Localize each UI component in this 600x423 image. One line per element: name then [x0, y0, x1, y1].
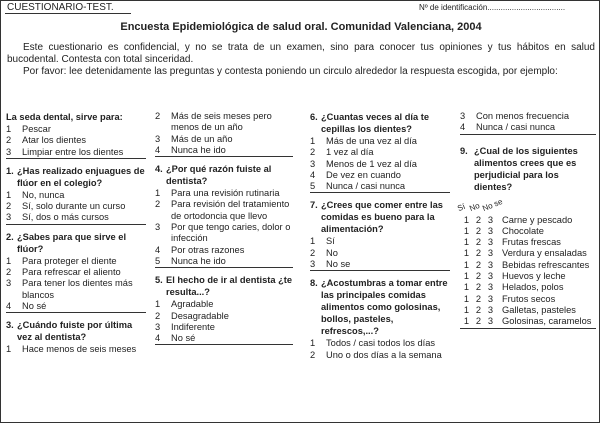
- option[interactable]: 3 Sí, dos o más cursos: [6, 212, 146, 224]
- question-9: [456, 145, 596, 329]
- option[interactable]: 2 1 vez al día: [310, 147, 374, 158]
- question-8-continued: [460, 111, 596, 135]
- option[interactable]: 2 No: [310, 247, 338, 258]
- column-3: [310, 111, 450, 367]
- food-row: [460, 271, 596, 282]
- option[interactable]: 4 Nunca he ido: [155, 145, 293, 157]
- answer-number[interactable]: 1: [463, 225, 469, 236]
- question-text: 5. El hecho de ir al dentista ¿te resulta...?: [155, 275, 293, 298]
- answer-number[interactable]: 1: [463, 271, 469, 282]
- option[interactable]: 1 Más de una vez al día: [310, 136, 417, 146]
- answer-number[interactable]: 3: [487, 248, 493, 259]
- question-8: [310, 277, 450, 361]
- question-3: [6, 319, 146, 355]
- question-text: 7. ¿Crees que comer entre las comidas es bueno para la alimentación?: [310, 200, 443, 235]
- food-label: Carne y pescado: [502, 214, 573, 225]
- option[interactable]: 2 Para revisión del tratamiento de ortodoncia que llevo: [155, 199, 290, 221]
- food-label: Chocolate: [502, 225, 544, 236]
- answer-number[interactable]: 1: [463, 293, 469, 304]
- question-text: 8. ¿Acostumbras a tomar entre las principales comidas alimentos como golosinas, bollos, pasteles, refrescos,...?: [310, 278, 448, 337]
- answer-number[interactable]: 3: [487, 304, 493, 315]
- answer-number[interactable]: 2: [475, 316, 481, 327]
- answer-number[interactable]: 3: [487, 271, 493, 282]
- answer-number[interactable]: 2: [475, 248, 481, 259]
- option[interactable]: 1 No, nunca: [6, 189, 65, 200]
- question-example: [6, 111, 146, 159]
- intro-text: [7, 42, 595, 78]
- answer-number[interactable]: 1: [463, 282, 469, 293]
- answer-number[interactable]: 3: [487, 259, 493, 270]
- food-row: [460, 215, 596, 226]
- option[interactable]: 4 Nunca / casi nunca: [460, 122, 596, 134]
- food-label: Galletas, pasteles: [502, 304, 576, 315]
- option[interactable]: 2 Desagradable: [155, 310, 229, 321]
- option[interactable]: 1 Para proteger el diente: [6, 255, 117, 266]
- header-underline: [5, 13, 131, 14]
- column-4: [456, 111, 596, 335]
- header-no: No: [468, 201, 482, 214]
- answer-number[interactable]: 3: [487, 214, 493, 225]
- option[interactable]: 3 No se: [310, 259, 450, 271]
- food-label: Verdura y ensaladas: [502, 248, 587, 259]
- column-2: [155, 111, 293, 351]
- answer-number[interactable]: 2: [475, 225, 481, 236]
- question-text: 6. ¿Cuantas veces al día te cepillas los dientes?: [310, 112, 429, 134]
- option[interactable]: 2 Uno o dos días a la semana: [310, 349, 442, 360]
- question-text: 4. ¿Por qué razón fuiste al dentista?: [155, 164, 272, 187]
- survey-title: Encuesta Epidemiológica de salud oral. Comunidad Valenciana, 2004: [120, 21, 482, 33]
- answer-number[interactable]: 1: [463, 316, 469, 327]
- food-row: [460, 316, 596, 328]
- food-label: Frutas frescas: [502, 237, 561, 248]
- answer-number[interactable]: 2: [475, 271, 481, 282]
- option[interactable]: 3 Menos de 1 vez al día: [310, 158, 417, 169]
- question-text: 9. ¿Cual de los siguientes alimentos crees que es perjudicial para los dientes?: [460, 145, 578, 192]
- answer-number[interactable]: 1: [463, 214, 469, 225]
- option[interactable]: 3 Por que tengo caries, dolor o infección: [155, 222, 291, 244]
- intro-paragraph-1: Este cuestionario es confidencial, y no se trata de un examen, sino para conocer tus opiniones y tus hábitos en salud bucodental. Contesta con total sinceridad.: [7, 42, 595, 65]
- food-list: [460, 215, 596, 329]
- option[interactable]: 2 Atar los dientes: [6, 135, 87, 146]
- column-1: [6, 111, 146, 362]
- form-label: CUESTIONARIO-TEST.: [7, 2, 114, 13]
- answer-number[interactable]: 3: [487, 316, 493, 327]
- option[interactable]: 3 Indiferente: [155, 321, 215, 332]
- header-no-se: No se: [481, 197, 504, 214]
- answer-number[interactable]: 2: [475, 293, 481, 304]
- food-row: [460, 248, 596, 259]
- question-2: [6, 231, 146, 313]
- option[interactable]: 5 Nunca he ido: [155, 256, 293, 268]
- option[interactable]: 5 Nunca / casi nunca: [310, 181, 450, 193]
- option[interactable]: 3 Para tener los dientes más blancos: [6, 278, 133, 300]
- food-row: [460, 237, 596, 248]
- food-label: Frutos secos: [502, 293, 556, 304]
- option[interactable]: 3 Limpiar entre los dientes: [6, 147, 146, 159]
- food-row: [460, 260, 596, 271]
- option[interactable]: 4 No sé: [6, 301, 146, 313]
- question-3-continued: [155, 111, 293, 157]
- option[interactable]: 2 Más de seis meses pero menos de un año: [155, 111, 272, 133]
- option[interactable]: 1 Sí: [310, 236, 335, 247]
- option[interactable]: 1 Pescar: [6, 124, 51, 134]
- question-text: 1. ¿Has realizado enjuagues de flúor en el colegio?: [6, 165, 145, 188]
- option[interactable]: 1 Hace menos de seis meses: [6, 344, 137, 355]
- option[interactable]: 2 Para refrescar el aliento: [6, 267, 121, 278]
- answer-number[interactable]: 3: [487, 282, 493, 293]
- intro-paragraph-2: Por favor: lee detenidamente las preguntas y contesta poniendo un circulo alrededor la respuesta escogida, por ejemplo:: [23, 66, 558, 77]
- food-row: [460, 282, 596, 293]
- food-row: [460, 226, 596, 237]
- question-6: [310, 111, 450, 193]
- question-7: [310, 199, 450, 271]
- question-4: [155, 163, 293, 268]
- answer-number[interactable]: 1: [463, 248, 469, 259]
- question-5: [155, 274, 293, 345]
- question-text: 2. ¿Sabes para que sirve el flúor?: [6, 231, 127, 254]
- food-label: Golosinas, caramelos: [502, 316, 592, 327]
- answer-number[interactable]: 1: [463, 237, 469, 248]
- option[interactable]: 1 Todos / casi todos los días: [310, 338, 436, 349]
- answer-number[interactable]: 1: [463, 304, 469, 315]
- option[interactable]: 3 Más de un año: [155, 133, 233, 144]
- option[interactable]: 1 Agradable: [155, 299, 214, 310]
- option[interactable]: 2 Sí, solo durante un curso: [6, 201, 126, 212]
- question-1: [6, 165, 146, 225]
- food-label: Huevos y leche: [502, 271, 566, 282]
- answer-number[interactable]: 2: [475, 237, 481, 248]
- question-text: 3. ¿Cuándo fuiste por última vez al dentista?: [6, 320, 133, 343]
- id-field[interactable]: Nº de identificación...................................: [419, 3, 566, 12]
- answer-headers: [456, 195, 596, 215]
- option[interactable]: 4 Por otras razones: [155, 244, 245, 255]
- option[interactable]: 4 De vez en cuando: [310, 169, 401, 180]
- answer-number[interactable]: 3: [487, 237, 493, 248]
- option[interactable]: 3 Con menos frecuencia: [460, 111, 570, 121]
- answer-number[interactable]: 3: [487, 293, 493, 304]
- answer-number[interactable]: 3: [487, 225, 493, 236]
- answer-number[interactable]: 2: [475, 282, 481, 293]
- answer-number[interactable]: 2: [475, 214, 481, 225]
- question-text: La seda dental, sirve para:: [6, 112, 123, 122]
- food-label: Bebidas refrescantes: [502, 259, 590, 270]
- header-si: Sí: [456, 202, 467, 214]
- answer-number[interactable]: 1: [463, 259, 469, 270]
- food-row: [460, 305, 596, 316]
- option[interactable]: 1 Para una revisión rutinaria: [155, 188, 280, 199]
- answer-number[interactable]: 2: [475, 259, 481, 270]
- answer-number[interactable]: 2: [475, 304, 481, 315]
- food-row: [460, 294, 596, 305]
- option[interactable]: 4 No sé: [155, 333, 293, 345]
- food-label: Helados, polos: [502, 282, 564, 293]
